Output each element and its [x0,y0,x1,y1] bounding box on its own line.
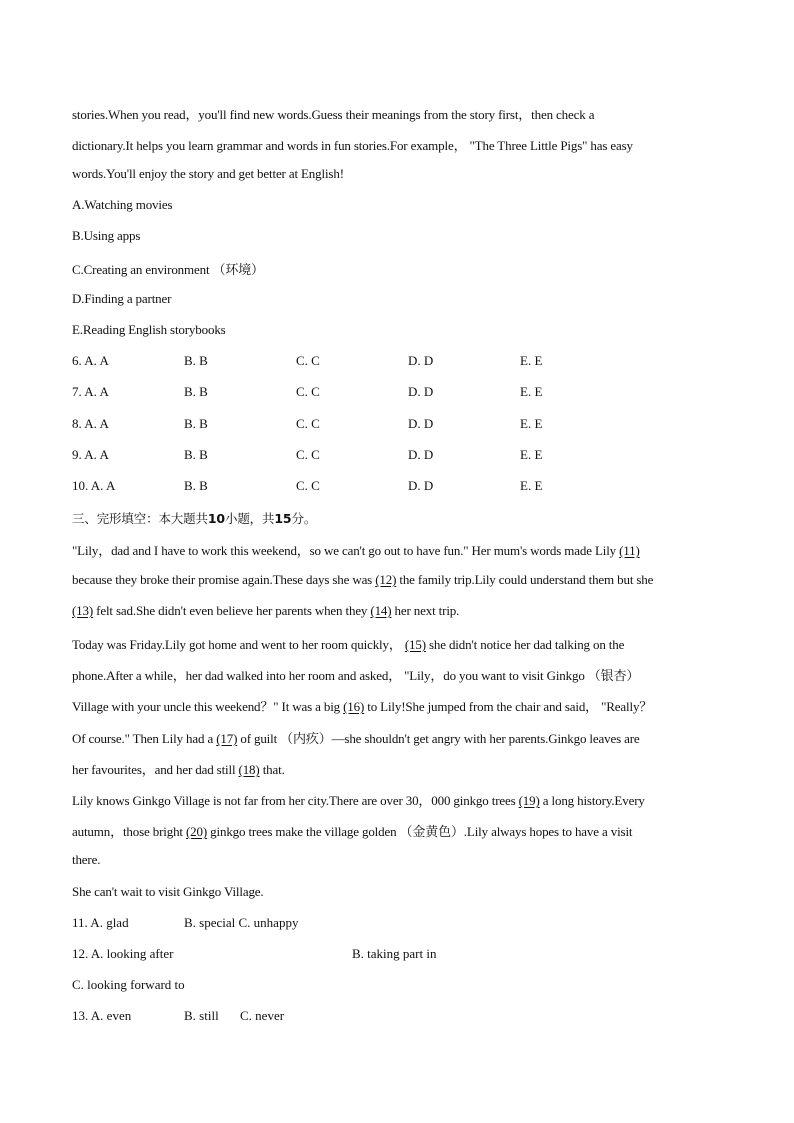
option-c: C. C [296,447,320,462]
passage-text: autumn，those bright [72,824,186,839]
passage-line-6 [72,696,652,715]
passage-text: Of course." Then Lily had a [72,731,217,746]
intro-line-3: words.You'll enjoy the story and get better at English! [72,166,344,181]
passage-line-10 [72,821,632,840]
heading-option-b: B.Using apps [72,228,141,243]
option-d: D. D [408,384,434,399]
heading-option-e: E.Reading English storybooks [72,322,226,337]
passage-line-1 [72,540,640,559]
option-e: E. E [520,353,543,368]
passage-line-8 [72,759,285,778]
passage-text: ginkgo trees make the village golden （金黄色）.Lily always hopes to have a visit [207,824,633,839]
passage-line-9 [72,790,645,809]
total-score: 15 [274,511,292,526]
option-c: C. C [296,353,320,368]
question-number: 8. A. A [72,416,109,431]
passage-line-12: She can't wait to visit Ginkgo Village. [72,884,264,899]
passage-line-3 [72,603,459,619]
passage-text: her next trip. [391,603,460,618]
blank-18: (18) [238,762,260,777]
option-d: D. D [408,478,434,493]
option-b: B. still [184,1008,219,1023]
blank-12: (12) [375,572,397,587]
option-e: E. E [520,384,543,399]
question-number: 7. A. A [72,384,109,399]
section-heading-post: 分。 [291,511,317,526]
option-d: D. D [408,416,434,431]
passage-text: because they broke their promise again.These days she was [72,572,376,587]
option-e: E. E [520,416,543,431]
option-b: B. B [184,384,208,399]
option-b: B. B [184,353,208,368]
intro-line-2: dictionary.It helps you learn grammar and words in fun stories.For example， "The Three Little Pigs" has easy [72,138,633,153]
heading-option-c: C.Creating an environment （环境） [72,262,264,277]
option-c: C. C [296,478,320,493]
question-count: 10 [207,511,225,526]
options-b-c: B. special C. unhappy [184,915,299,930]
section-heading [72,509,316,527]
passage-text: the family trip.Lily could understand them but she [396,572,654,587]
heading-option-a: A.Watching movies [72,197,173,212]
blank-16: (16) [343,699,365,714]
passage-text: she didn't notice her dad talking on the [425,637,625,652]
option-c: C. C [296,384,320,399]
option-d: D. D [408,353,434,368]
option-a: 13. A. even [72,1008,132,1023]
heading-option-d: D.Finding a partner [72,291,172,306]
blank-17: (17) [216,731,238,746]
section-heading-mid: 小题，共 [224,511,275,526]
question-number: 9. A. A [72,447,109,462]
option-b: B. B [184,416,208,431]
passage-text: her favourites，and her dad still [72,762,239,777]
option-c: C. never [240,1008,285,1023]
option-c: C. C [296,416,320,431]
option-a: 12. A. looking after [72,946,174,961]
passage-line-4 [72,634,624,653]
option-d: D. D [408,447,434,462]
option-b: B. taking part in [352,946,437,961]
option-c: C. looking forward to [72,977,185,992]
passage-text: to Lily!She jumped from the chair and said， "Really？ [364,699,653,714]
passage-text: a long history.Every [539,793,645,808]
blank-19: (19) [518,793,540,808]
passage-text: Today was Friday.Lily got home and went to her room quickly， [72,637,405,652]
section-heading-pre: 三、完形填空：本大题共 [72,511,208,526]
question-number: 6. A. A [72,353,109,368]
passage-line-5: phone.After a while，her dad walked into her room and asked， "Lily，do you want to visit Ginkgo （银杏） [72,668,640,683]
passage-text: of guilt （内疚）—she shouldn't get angry with her parents.Ginkgo leaves are [237,731,640,746]
intro-line-1: stories.When you read，you'll find new words.Guess their meanings from the story first，then check a [72,107,595,122]
passage-text: Lily knows Ginkgo Village is not far from her city.There are over 30，000 ginkgo trees [72,793,519,808]
option-b: B. B [184,447,208,462]
passage-text: felt sad.She didn't even believe her parents when they [93,603,371,618]
blank-15: (15) [404,637,426,652]
blank-20: (20) [186,824,208,839]
option-e: E. E [520,447,543,462]
passage-line-11: there. [72,852,101,867]
passage-text: Village with your uncle this weekend？" It was a big [72,699,344,714]
option-a: 11. A. glad [72,915,129,930]
passage-text: that. [259,762,285,777]
passage-line-7 [72,728,640,747]
passage-line-2 [72,572,653,588]
question-number: 10. A. A [72,478,116,493]
blank-13: (13) [72,603,94,618]
option-e: E. E [520,478,543,493]
option-b: B. B [184,478,208,493]
blank-11: (11) [619,543,640,558]
blank-14: (14) [370,603,392,618]
passage-text: "Lily，dad and I have to work this weekend，so we can't go out to have fun." Her mum's words made Lily [72,543,620,558]
